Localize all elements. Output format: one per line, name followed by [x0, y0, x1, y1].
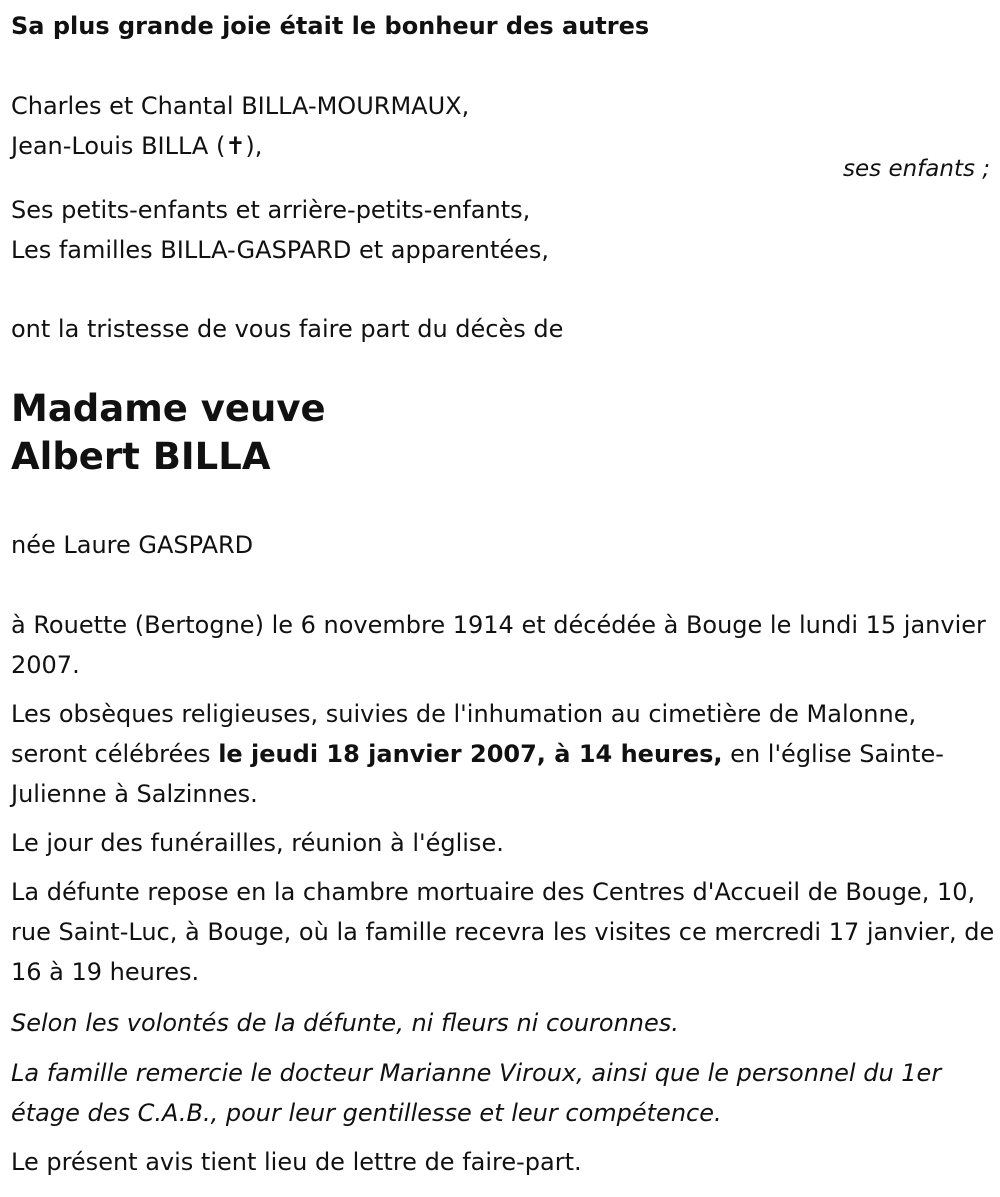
gathering-paragraph: Le jour des funérailles, réunion à l'église. — [11, 829, 504, 857]
children-line-1: Charles et Chantal BILLA-MOURMAUX, — [11, 92, 470, 120]
family-line-2: Les familles BILLA-GASPARD et apparentées, — [11, 236, 550, 264]
thanks-paragraph: La famille remercie le docteur Marianne Viroux, ainsi que le personnel du 1er étage des C.A.B., pour leur gentillesse et leur compétence. — [11, 1059, 942, 1127]
deceased-name-line-2: Albert BILLA — [11, 435, 271, 478]
funeral-date: le jeudi 18 janvier 2007, à 14 heures, — [218, 740, 723, 768]
children-role: ses enfants ; — [843, 156, 990, 182]
closing-paragraph: Le présent avis tient lieu de lettre de faire-part. — [11, 1148, 582, 1176]
funeral-text-after: en l'église Sainte-Julienne à Salzinnes. — [11, 740, 944, 808]
maiden-name: née Laure GASPARD — [11, 531, 254, 559]
family-line-1: Ses petits-enfants et arrière-petits-enfants, — [11, 196, 531, 224]
flowers-paragraph: Selon les volontés de la défunte, ni fleurs ni couronnes. — [11, 1009, 679, 1037]
epigraph: Sa plus grande joie était le bonheur des autres — [11, 12, 650, 40]
announcement: ont la tristesse de vous faire part du décès de — [11, 315, 564, 343]
children-line-2: Jean-Louis BILLA (✝), — [11, 132, 263, 160]
funeral-paragraph — [11, 694, 996, 814]
funeral-text-before: Les obsèques religieuses, suivies de l'inhumation au cimetière de Malonne, seront célébrées — [11, 700, 917, 768]
birth-death-paragraph: à Rouette (Bertogne) le 6 novembre 1914 et décédée à Bouge le lundi 15 janvier 2007. — [11, 611, 986, 679]
visitation-paragraph: La défunte repose en la chambre mortuaire des Centres d'Accueil de Bouge, 10, rue Saint-Luc, à Bouge, où la famille recevra les visites ce mercredi 17 janvier, de 16 à 19 heures. — [11, 878, 995, 986]
deceased-name-line-1: Madame veuve — [11, 387, 326, 430]
